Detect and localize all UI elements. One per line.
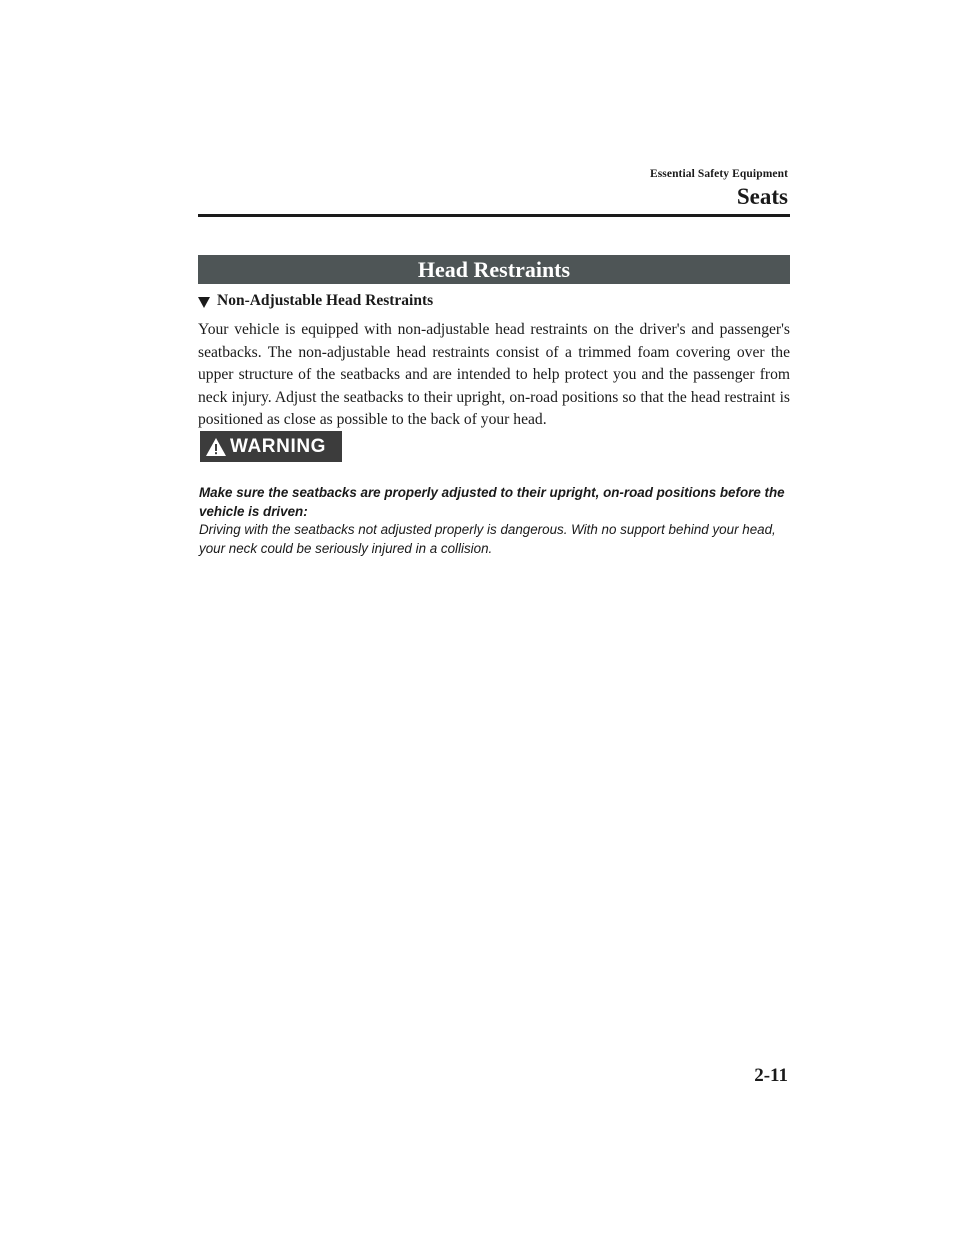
warning-title: Make sure the seatbacks are properly adjusted to their upright, on-road positions before the vehicle is driven: (199, 485, 785, 519)
body-paragraph: Your vehicle is equipped with non-adjustable head restraints on the driver's and passenger's seatbacks. The non-adjustable head restraints consist of a trimmed foam covering over the upper structure of the seatbacks and are intended to help protect you and the passenger from neck injury. Adjust the seatbacks to their upright, on-road positions so that the head restraint is positioned as close as possible to the back of your head. (198, 321, 790, 428)
triangle-down-icon (198, 297, 210, 308)
header-section-title: Essential Safety Equipment (649, 168, 788, 180)
warning-triangle-icon (205, 437, 227, 457)
subsection-heading (198, 292, 433, 310)
header-chapter-title: Seats (736, 184, 788, 209)
warning-badge (200, 431, 342, 462)
page-number: 2-11 (754, 1065, 788, 1086)
section-title-banner: Head Restraints (198, 255, 790, 284)
warning-text: Driving with the seatbacks not adjusted properly is dangerous. With no support behind your head, your neck could be seriously injured in a collision. (199, 522, 776, 556)
warning-label: WARNING (230, 435, 327, 457)
subsection-title: Non-Adjustable Head Restraints (217, 292, 434, 309)
header-divider (198, 214, 790, 217)
